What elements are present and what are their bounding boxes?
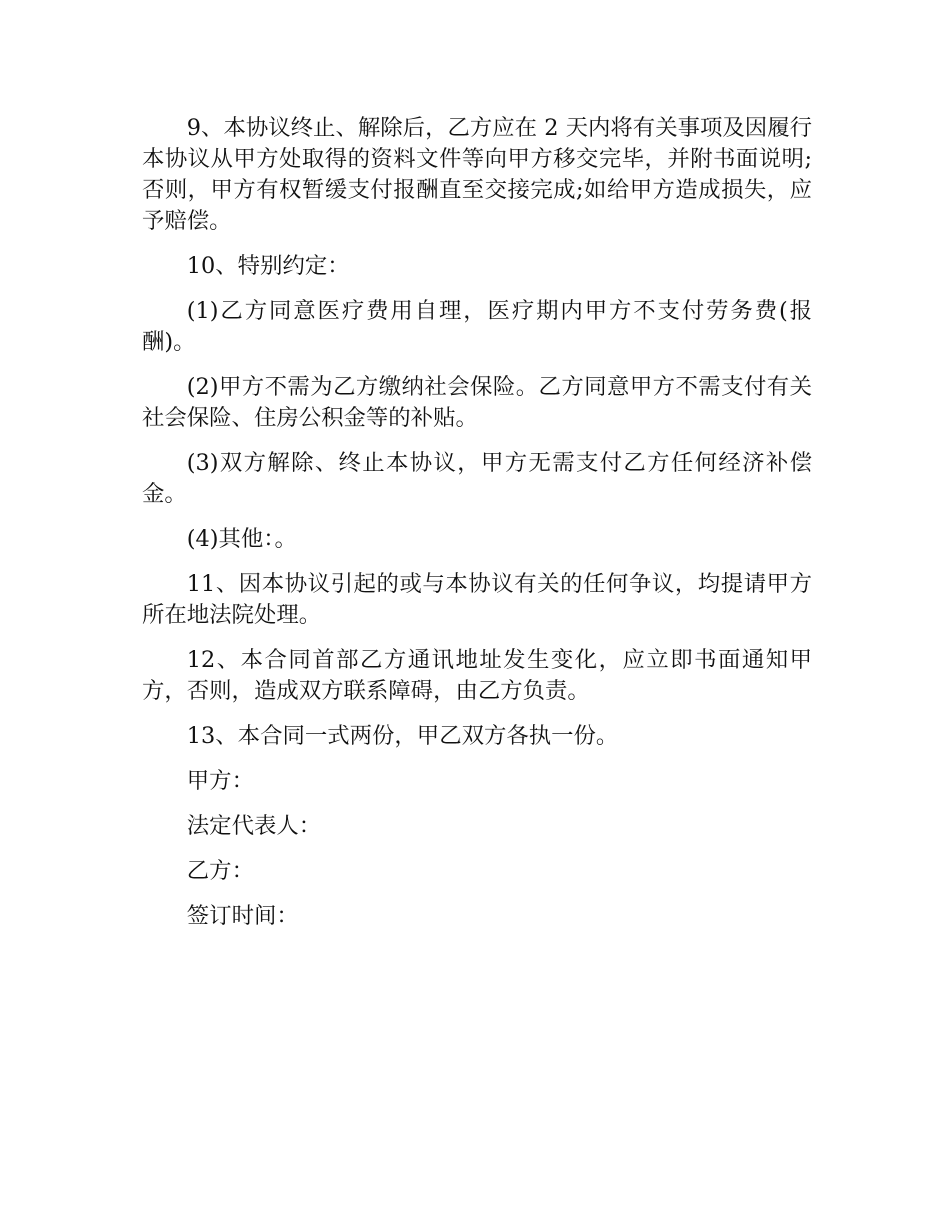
clause-11: 11、因本协议引起的或与本协议有关的任何争议，均提请甲方所在地法院处理。 (142, 571, 812, 628)
signing-date-label: 签订时间： (186, 903, 299, 929)
party-b-label: 乙方： (186, 858, 254, 884)
clause-10-item-2: (2)甲方不需为乙方缴纳社会保险。乙方同意甲方不需支付有关社会保险、住房公积金等的补贴。 (142, 374, 812, 431)
clause-10-item-3: (3)双方解除、终止本协议，甲方无需支付乙方任何经济补偿金。 (142, 450, 812, 507)
document-body (142, 113, 812, 946)
clause-10-heading: 10、特别约定： (186, 253, 350, 279)
clause-10-item-1: (1)乙方同意医疗费用自理，医疗期内甲方不支付劳务费(报酬)。 (142, 298, 812, 355)
clause-13: 13、本合同一式两份，甲乙双方各执一份。 (186, 723, 619, 749)
clause-12: 12、本合同首部乙方通讯地址发生变化，应立即书面通知甲方，否则，造成双方联系障碍，由乙方负责。 (142, 647, 812, 704)
party-a-label: 甲方： (186, 768, 254, 794)
clause-9: 9、本协议终止、解除后，乙方应在 2 天内将有关事项及因履行本协议从甲方处取得的资料文件等向甲方移交完毕，并附书面说明;否则，甲方有权暂缓支付报酬直至交接完成;如给甲方造成损失，应予赔偿。 (142, 115, 812, 234)
legal-representative-label: 法定代表人： (186, 813, 322, 839)
clause-10-item-4: (4)其他：。 (186, 526, 297, 552)
